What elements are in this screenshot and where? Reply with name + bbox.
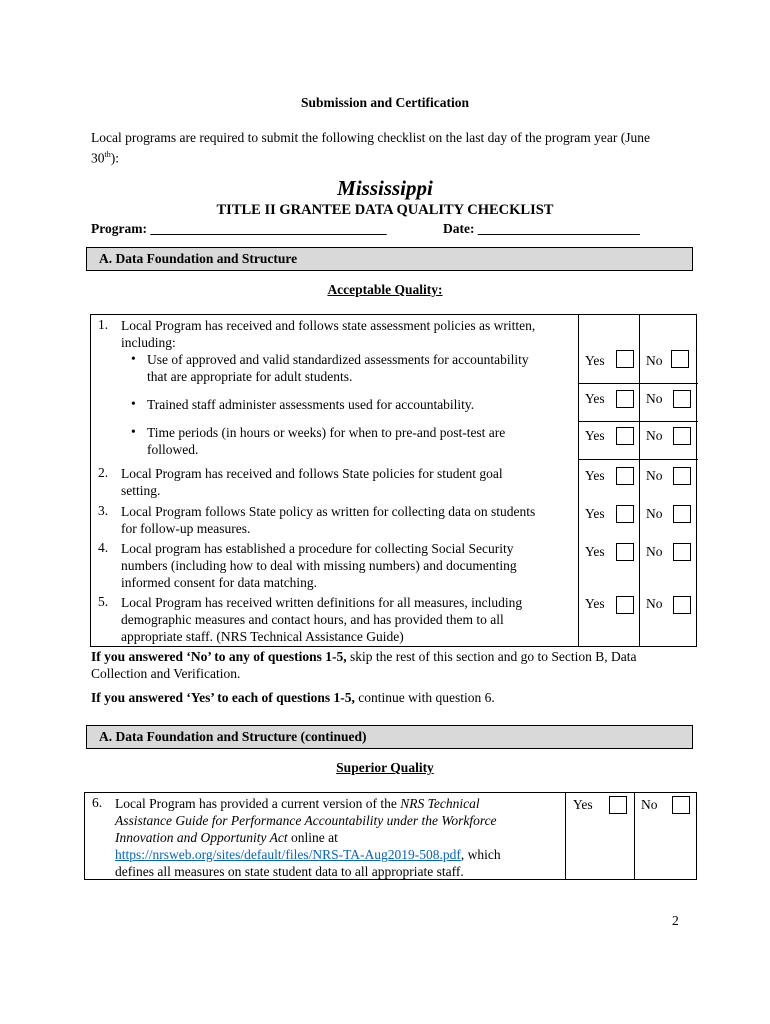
q1b-no-checkbox[interactable] [673, 390, 691, 408]
section-a-cont-heading: A. Data Foundation and Structure (continued) [86, 725, 693, 749]
q6-yes-checkbox[interactable] [609, 796, 627, 814]
bullet-icon: • [131, 351, 136, 366]
bullet-icon: • [131, 396, 136, 411]
q4-line1: Local program has established a procedure for collecting Social Security [121, 541, 514, 556]
q1-number: 1. [98, 317, 109, 332]
q2-line2: setting. [121, 483, 161, 498]
state-name: Mississippi [337, 176, 433, 200]
instruction-yes-bold: If you answered ‘Yes’ to each of questions 1-5, [91, 690, 355, 705]
q2-number: 2. [98, 465, 109, 480]
q1-b3-line1: Time periods (in hours or weeks) for when to pre-and post-test are [147, 425, 506, 440]
q1-text [121, 317, 535, 351]
no-label: No [646, 596, 663, 611]
no-label: No [646, 391, 663, 406]
instruction-yes-rest: continue with question 6. [354, 690, 495, 705]
q1a-no-checkbox[interactable] [671, 350, 689, 368]
nrs-guide-link[interactable]: https://nrsweb.org/sites/default/files/NRS-TA-Aug2019-508.pdf [115, 847, 461, 862]
q2-no-checkbox[interactable] [673, 467, 691, 485]
q6-italic3: Innovation and Opportunity Act [115, 830, 288, 845]
q1-b1-line1: Use of approved and valid standardized assessments for accountability [147, 352, 529, 367]
q1-bullet2: Trained staff administer assessments used for accountability. [147, 397, 475, 412]
col-divider-1 [565, 793, 566, 879]
q6-italic2: Assistance Guide for Performance Accountability under the Workforce [115, 813, 497, 828]
q3-no-checkbox[interactable] [673, 505, 691, 523]
q6-number: 6. [92, 795, 103, 810]
section-a-table [90, 314, 697, 647]
q1-bullet3 [147, 424, 505, 458]
instruction-no-bold: If you answered ‘No’ to any of questions 1-5, [91, 649, 347, 664]
q4-line3: informed consent for data matching. [121, 575, 318, 590]
q6-text [115, 795, 501, 880]
q5-line1: Local Program has received written definitions for all measures, including [121, 595, 523, 610]
q1-b3-line2: followed. [147, 442, 199, 457]
row-line [578, 383, 698, 384]
instruction-no [91, 648, 636, 682]
q5-yes-checkbox[interactable] [616, 596, 634, 614]
yes-label: Yes [585, 506, 605, 521]
instruction-yes [91, 690, 495, 706]
q3-text [121, 503, 535, 537]
instruction-no-line2: Collection and Verification. [91, 666, 241, 681]
row-line [578, 459, 698, 460]
q3-yes-checkbox[interactable] [616, 505, 634, 523]
yes-label: Yes [585, 428, 605, 443]
q5-no-checkbox[interactable] [673, 596, 691, 614]
no-label: No [646, 468, 663, 483]
q3-line1: Local Program follows State policy as written for collecting data on students [121, 504, 536, 519]
q1-line1: Local Program has received and follows state assessment policies as written, [121, 318, 536, 333]
yes-label: Yes [585, 544, 605, 559]
col-divider-2 [634, 793, 635, 879]
yes-label: Yes [585, 468, 605, 483]
q5-text [121, 594, 522, 645]
intro-line2-sup: th [104, 150, 111, 159]
instruction-no-rest: skip the rest of this section and go to Section B, Data [346, 649, 637, 664]
section-a-heading: A. Data Foundation and Structure [86, 247, 693, 271]
superior-quality-heading: Superior Quality [336, 760, 434, 775]
yes-label: Yes [585, 391, 605, 406]
q1a-yes-checkbox[interactable] [616, 350, 634, 368]
q4-no-checkbox[interactable] [673, 543, 691, 561]
q3-line2: for follow-up measures. [121, 521, 251, 536]
q1c-no-checkbox[interactable] [673, 427, 691, 445]
q5-line2: demographic measures and contact hours, and has provided them to all [121, 612, 504, 627]
q4-yes-checkbox[interactable] [616, 543, 634, 561]
q1-b1-line2: that are appropriate for adult students. [147, 369, 353, 384]
section-a-cont-table [84, 792, 697, 880]
yes-label: Yes [573, 797, 593, 812]
q6-post: , which [460, 847, 501, 862]
q2-line1: Local Program has received and follows State policies for student goal [121, 466, 503, 481]
q4-number: 4. [98, 540, 109, 555]
no-label: No [646, 544, 663, 559]
no-label: No [646, 428, 663, 443]
q6-no-checkbox[interactable] [672, 796, 690, 814]
q6-pre: Local Program has provided a current version of the [115, 796, 401, 811]
intro-line2-pre: 30 [91, 150, 105, 166]
intro-line2-post: ): [110, 150, 119, 166]
q4-text [121, 540, 517, 591]
col-divider-1 [578, 315, 579, 646]
submission-title: Submission and Certification [300, 95, 470, 110]
q1-bullet1 [147, 351, 529, 385]
checklist-title: TITLE II GRANTEE DATA QUALITY CHECKLIST [216, 202, 554, 218]
q3-number: 3. [98, 503, 109, 518]
q2-yes-checkbox[interactable] [616, 467, 634, 485]
q1b-yes-checkbox[interactable] [616, 390, 634, 408]
q2-text [121, 465, 503, 499]
page-number: 2 [672, 913, 679, 928]
date-field[interactable]: Date: ________________________ [443, 221, 640, 236]
q6-italic1: NRS Technical [400, 796, 480, 811]
acceptable-quality-heading: Acceptable Quality: [327, 282, 443, 297]
bullet-icon: • [131, 424, 136, 439]
q4-line2: numbers (including how to deal with missing numbers) and documenting [121, 558, 517, 573]
intro-line1: Local programs are required to submit the following checklist on the last day of the program year (June [91, 130, 650, 145]
no-label: No [641, 797, 658, 812]
q1c-yes-checkbox[interactable] [616, 427, 634, 445]
yes-label: Yes [585, 596, 605, 611]
q6-mid: online at [287, 830, 338, 845]
row-line [578, 421, 698, 422]
q5-number: 5. [98, 594, 109, 609]
program-field[interactable]: Program: ___________________________________ [91, 221, 387, 236]
no-label: No [646, 353, 663, 368]
col-divider-2 [639, 315, 640, 646]
q5-line3: appropriate staff. (NRS Technical Assistance Guide) [121, 629, 404, 644]
yes-label: Yes [585, 353, 605, 368]
q1-line2: including: [121, 335, 176, 350]
no-label: No [646, 506, 663, 521]
intro-text [91, 129, 650, 167]
q6-line5: defines all measures on state student data to all appropriate staff. [115, 864, 464, 879]
